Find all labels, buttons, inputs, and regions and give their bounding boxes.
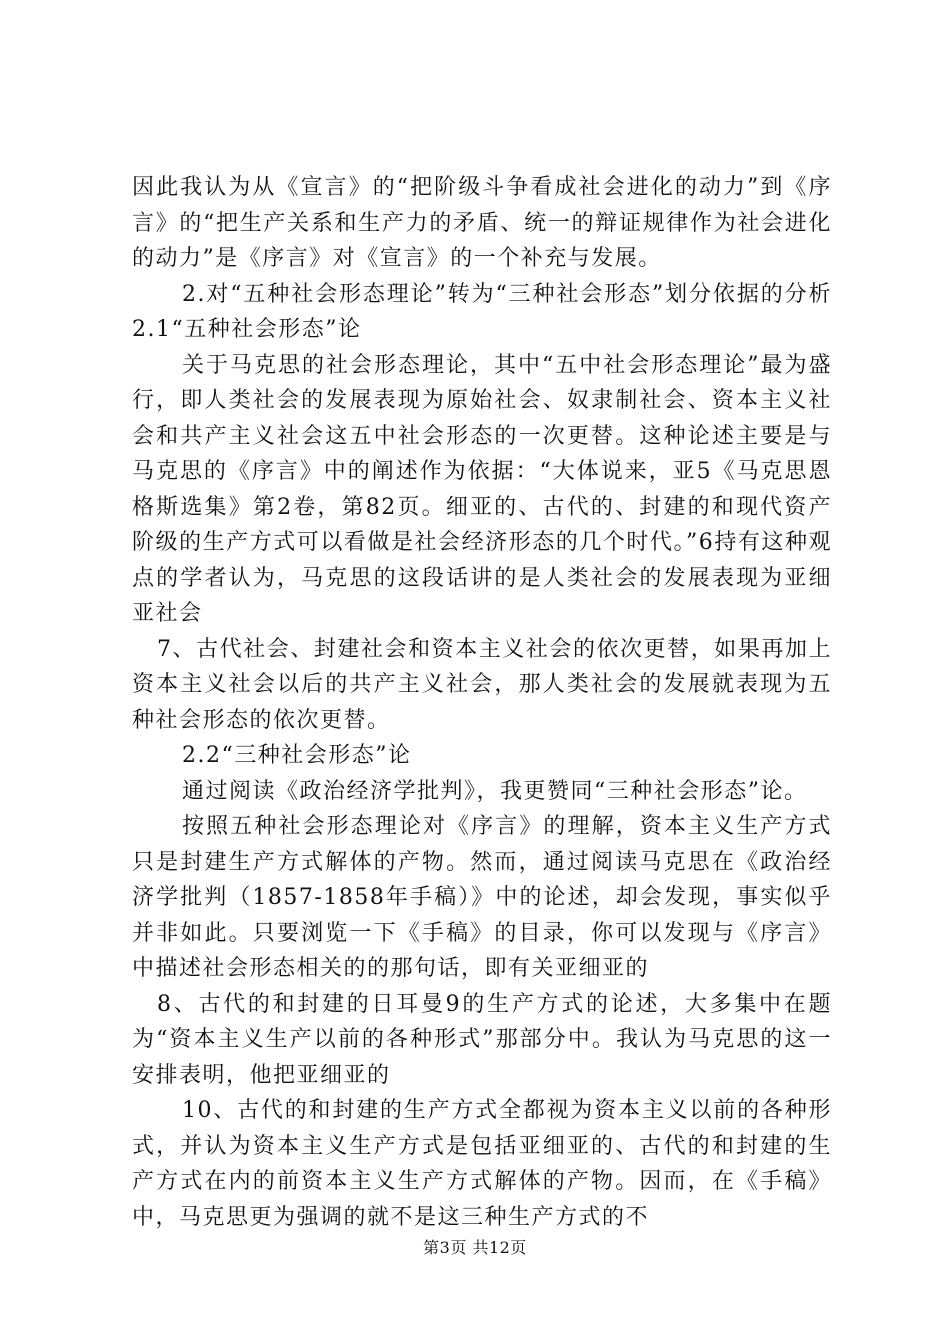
paragraph-5: 通过阅读《政治经济学批判》，我更赞同“三种社会形态”论。 [182,778,808,804]
page-number-footer: 第3页 共12页 [423,1238,527,1257]
paragraph-4: 7、古代社会、封建社会和资本主义社会的依次更替，如果再加上资本主义社会以后的共产主义社会，那人类社会的发展就表现为五种社会形态的依次更替。 [132,636,832,733]
paragraph-8: 10、古代的和封建的生产方式全都视为资本主义以前的各种形式，并认为资本主义生产方式是包括亚细亚的、古代的和封建的生产方式在内的前资本主义生产方式解体的产物。因而，在《手稿》中，马克思更为强调的就不是这三种生产方式的不 [132,1098,832,1230]
section-heading-2-2: 2.2“三种社会形态”论 [182,743,412,768]
paragraph-6: 按照五种社会形态理论对《序言》的理解，资本主义生产方式只是封建生产方式解体的产物。然而，通过阅读马克思在《政治经济学批判（1857-1858年手稿）》中的论述，却会发现，事实似乎并非如此。只要浏览一下《手稿》的目录，你可以发现与《序言》中描述社会形态相关的的那句话，即有关亚细亚的 [132,814,832,981]
paragraph-7: 8、古代的和封建的日耳曼9的生产方式的论述，大多集中在题为“资本主义生产以前的各种形式”那部分中。我认为马克思的这一安排表明，他把亚细亚的 [132,991,832,1088]
paragraph-1: 因此我认为从《宣言》的“把阶级斗争看成社会进化的动力”到《序言》的“把生产关系和生产力的矛盾、统一的辩证规律作为社会进化的动力”是《序言》对《宣言》的一个补充与发展。 [132,175,832,271]
paragraph-3: 关于马克思的社会形态理论，其中“五中社会形态理论”最为盛行，即人类社会的发展表现为原始社会、奴隶制社会、资本主义社会和共产主义社会这五中社会形态的一次更替。这种论述主要是与马克思的《序言》中的阐述作为依据：“大体说来，亚5《马克思恩格斯选集》第2卷，第82页。细亚的、古代的、封建的和现代资产阶级的生产方式可以看做是社会经济形态的几个时代。”6持有这种观点的学者认为，马克思的这段话讲的是人类社会的发展表现为亚细亚社会 [132,352,832,626]
paragraph-2: 2.对“五种社会形态理论”转为“三种社会形态”划分依据的分析2.1“五种社会形态”论 [132,281,832,342]
document-body [132,170,832,1235]
